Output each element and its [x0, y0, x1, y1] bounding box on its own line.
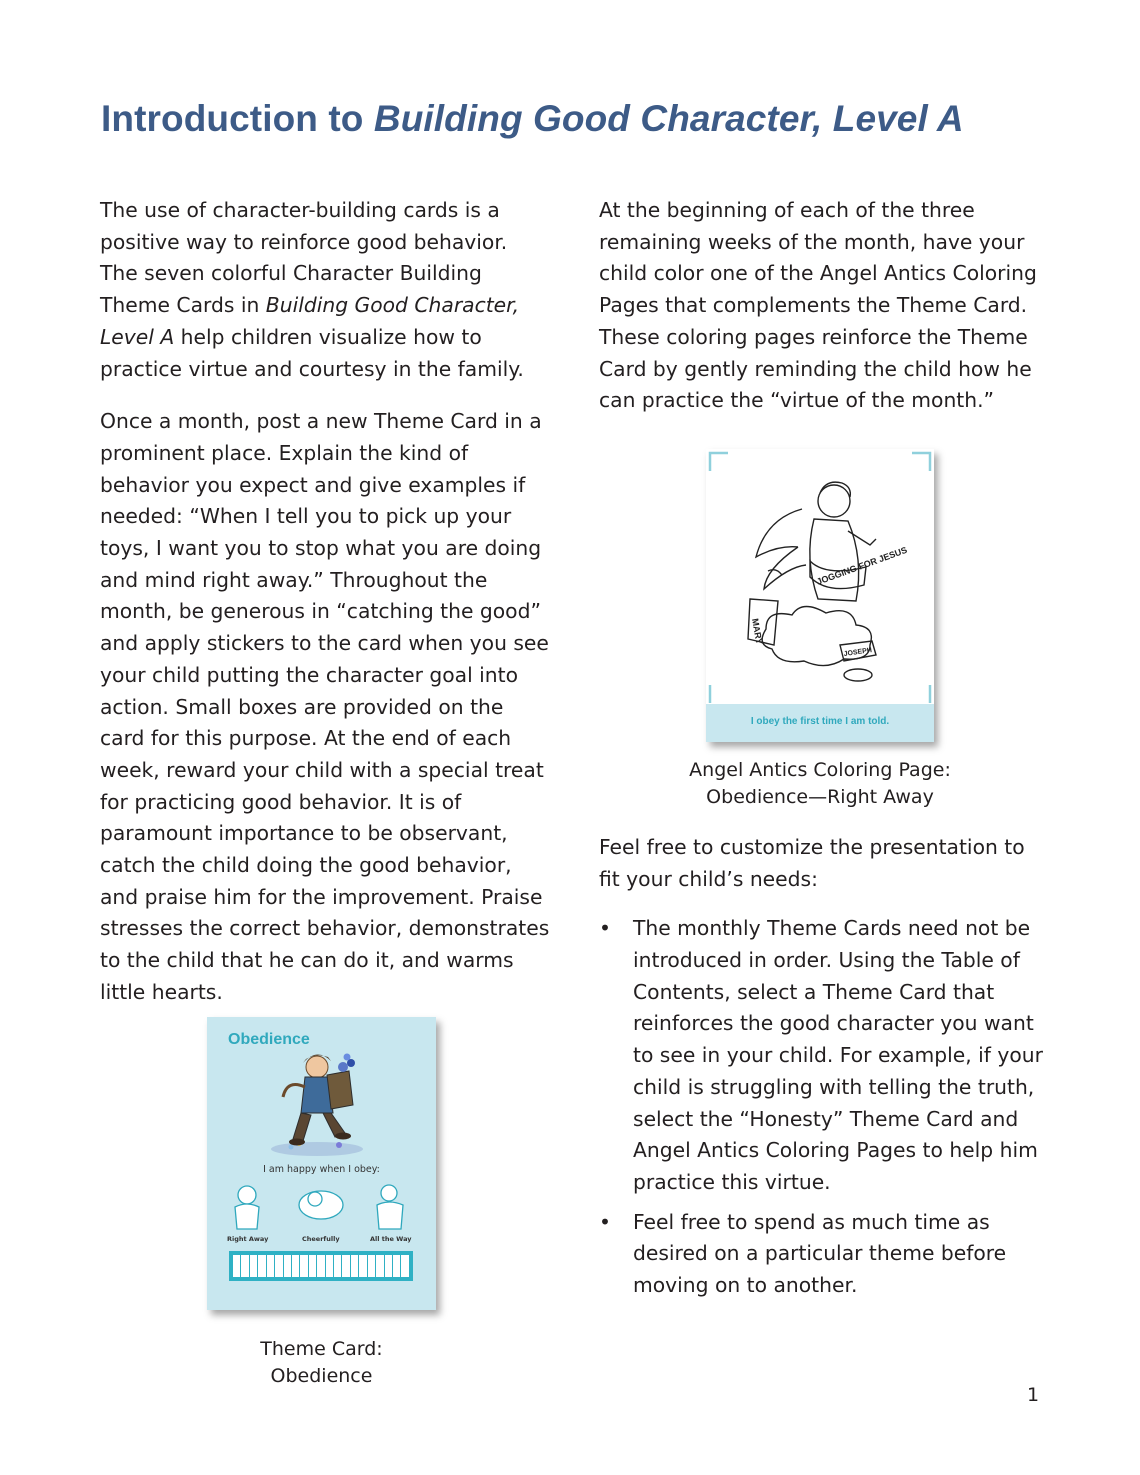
list-item: • Feel free to spend as much time as desired on a particular theme before moving on to another.	[599, 1207, 1044, 1302]
monthly-paragraph: Once a month, post a new Theme Card in a prominent place. Explain the kind of behavior you expect and give examples if needed: “When I tell you to pick up your toys, I want you to stop what you are doing and mind right away.” Throughout the month, be generous in “catching the good” and apply stickers to the card when you see your child putting the character goal into action. Small boxes are provided on the card for this purpose. At the end of each week, reward your child with a special treat for practicing good behavior. It is of paramount importance to be observant, catch the child doing the good behavior, and praise him for the improvement. Praise stresses the correct behavior, demonstrates to the child that he can do it, and warms little hearts.	[100, 409, 550, 1004]
angel-illustration	[706, 449, 934, 742]
label-cheerfully: Cheerfully	[302, 1235, 340, 1243]
label-all-the-way: All the Way	[370, 1235, 412, 1243]
left-column	[100, 195, 550, 1009]
caption-line-2: Obedience—Right Away	[706, 786, 934, 808]
intro-text-b: help children visualize how to practice virtue and courtesy in the family.	[100, 324, 524, 381]
right-column	[599, 195, 1044, 1310]
stone-text-joseph: JOSEPH	[843, 647, 873, 658]
tips-list	[599, 913, 1044, 1301]
coloring-page-band-text: I obey the first time I am told.	[750, 716, 890, 727]
coloring-page-band	[706, 704, 934, 742]
stone-text-mary: MARY	[750, 617, 765, 646]
mini-illustrations	[207, 1177, 436, 1237]
label-right-away: Right Away	[227, 1235, 269, 1243]
banner-text: JOGGING FOR JESUS	[815, 544, 909, 587]
boy-illustration	[207, 1017, 436, 1167]
list-item: • The monthly Theme Cards need not be introduced in order. Using the Table of Contents, select a Theme Card that reinforces the good character you want to see in your child. For example, if your child is struggling with telling the truth, select the “Honesty” Theme Card and Angel Antics Coloring Pages to help him practice this virtue.	[599, 913, 1044, 1198]
title-italic: Building Good Character, Level A	[373, 98, 964, 139]
intro-text-a: The use of character-building cards is a positive way to reinforce good behavior. The seven colorful Character Building Theme Cards in	[100, 198, 508, 318]
coloring-page-caption	[660, 757, 980, 811]
theme-card-title: Obedience	[228, 1031, 310, 1048]
theme-card-text: I am happy when I obey:	[263, 1164, 380, 1175]
sticker-boxes	[229, 1251, 413, 1281]
intro-text-italic: Building Good Character, Level A	[100, 293, 520, 349]
theme-card-caption: Theme Card: Obedience	[260, 1338, 383, 1387]
page-number: 1	[1027, 1384, 1040, 1406]
title-prefix: Introduction to	[101, 98, 374, 139]
theme-card-image	[207, 1017, 436, 1310]
coloring-page-image	[706, 449, 934, 742]
page-title	[101, 98, 964, 140]
intro-paragraph	[100, 195, 550, 385]
caption-line-1: Angel Antics Coloring Page:	[689, 759, 951, 781]
customize-paragraph: Feel free to customize the presentation to fit your child’s needs:	[599, 834, 1025, 891]
coloring-paragraph: At the beginning of each of the three remaining weeks of the month, have your child color one of the Angel Antics Coloring Pages that complements the Theme Card. These coloring pages reinforce the Theme Card by gently reminding the child how he can practice the “virtue of the month.”	[599, 198, 1037, 413]
